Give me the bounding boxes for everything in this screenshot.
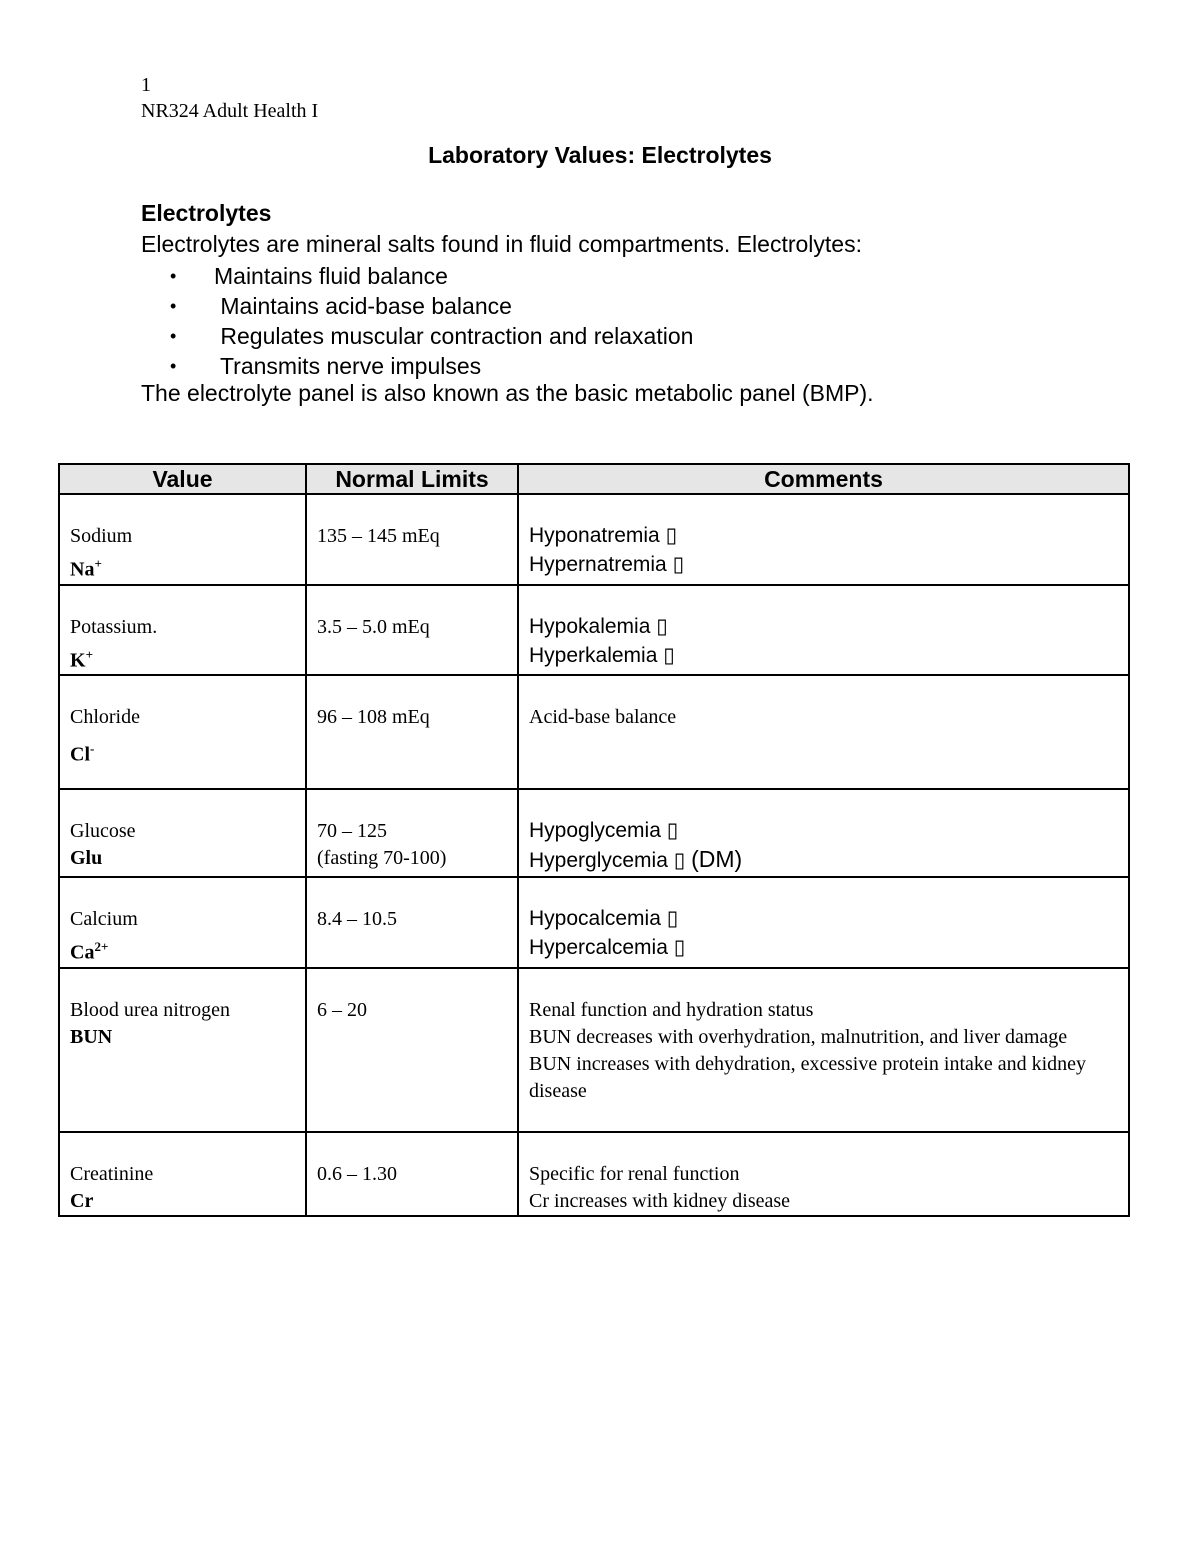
arrow-down-icon: ▯: [656, 614, 668, 638]
list-item: • Regulates muscular contraction and relaxation: [170, 323, 694, 349]
page-number: 1: [141, 74, 151, 96]
table-row: [59, 789, 1129, 877]
limits-cell: 70 – 125 (fasting 70-100): [306, 789, 518, 877]
comments-cell: Hypoglycemia ▯ Hyperglycemia ▯ (DM): [518, 789, 1129, 877]
bullet-icon: •: [170, 326, 177, 346]
page-title: Laboratory Values: Electrolytes: [428, 142, 772, 168]
bullet-icon: •: [170, 266, 177, 286]
table-row: [59, 877, 1129, 968]
closing-text: The electrolyte panel is also known as the basic metabolic panel (BMP).: [141, 380, 874, 406]
header-value: Value: [59, 464, 306, 494]
comments-cell: Acid-base balance: [518, 675, 1129, 789]
value-cell: Calcium $Ca^{2+}$: [59, 877, 306, 968]
arrow-down-icon: ▯: [666, 907, 679, 931]
table-row: [59, 494, 1129, 585]
bullet-icon: •: [170, 296, 177, 316]
arrow-up-icon: ▯: [672, 553, 685, 576]
comments-cell: Specific for renal function Cr increases with kidney disease: [518, 1132, 1129, 1216]
value-cell: Chloride Cl-: [59, 675, 306, 789]
value-cell: Glucose Glu: [59, 789, 306, 877]
comments-cell: Hyponatremia ▯ Hypernatremia ▯: [518, 494, 1129, 585]
limits-cell: 0.6 – 1.30: [306, 1132, 518, 1216]
arrow-up-icon: ▯: [673, 849, 686, 873]
limits-cell: 3.5 – 5.0 mEq: [306, 585, 518, 676]
intro-text: Electrolytes are mineral salts found in fluid compartments. Electrolytes:: [141, 231, 862, 257]
table-row: [59, 675, 1129, 789]
header-normal-limits: Normal Limits: [306, 464, 518, 494]
limits-cell: 135 – 145 mEq: [306, 494, 518, 585]
value-cell: Potassium. K+: [59, 585, 306, 676]
value-cell: Creatinine Cr: [59, 1132, 306, 1216]
table-row: [59, 968, 1129, 1132]
bullet-icon: •: [170, 356, 177, 376]
comments-cell: Hypocalcemia ▯ Hypercalcemia ▯: [518, 877, 1129, 968]
arrow-down-icon: ▯: [666, 819, 679, 843]
course-header: NR324 Adult Health I: [141, 100, 319, 122]
list-item: • Transmits nerve impulses: [170, 353, 482, 379]
limits-cell: 96 – 108 mEq: [306, 675, 518, 789]
value-cell: Blood urea nitrogen BUN: [59, 968, 306, 1132]
arrow-down-icon: ▯: [665, 524, 678, 547]
comments-cell: Renal function and hydration status BUN decreases with overhydration, malnutrition, and liver damage BUN increases with dehydration, excessive protein intake and kidney disease: [518, 968, 1129, 1132]
arrow-up-icon: ▯: [673, 936, 686, 960]
header-comments: Comments: [518, 464, 1129, 494]
table-row: [59, 1132, 1129, 1216]
comments-cell: Hypokalemia ▯ Hyperkalemia ▯: [518, 585, 1129, 676]
table-row: [59, 585, 1129, 676]
lab-values-table: [58, 463, 1130, 1217]
limits-cell: 8.4 – 10.5: [306, 877, 518, 968]
limits-cell: 6 – 20: [306, 968, 518, 1132]
bullet-list: [170, 261, 693, 381]
table-header-row: [59, 464, 1129, 494]
arrow-up-icon: ▯: [663, 643, 675, 667]
section-heading: Electrolytes: [141, 200, 272, 226]
list-item: • Maintains fluid balance: [170, 263, 448, 289]
value-cell: Sodium Na+: [59, 494, 306, 585]
list-item: • Maintains acid-base balance: [170, 293, 512, 319]
